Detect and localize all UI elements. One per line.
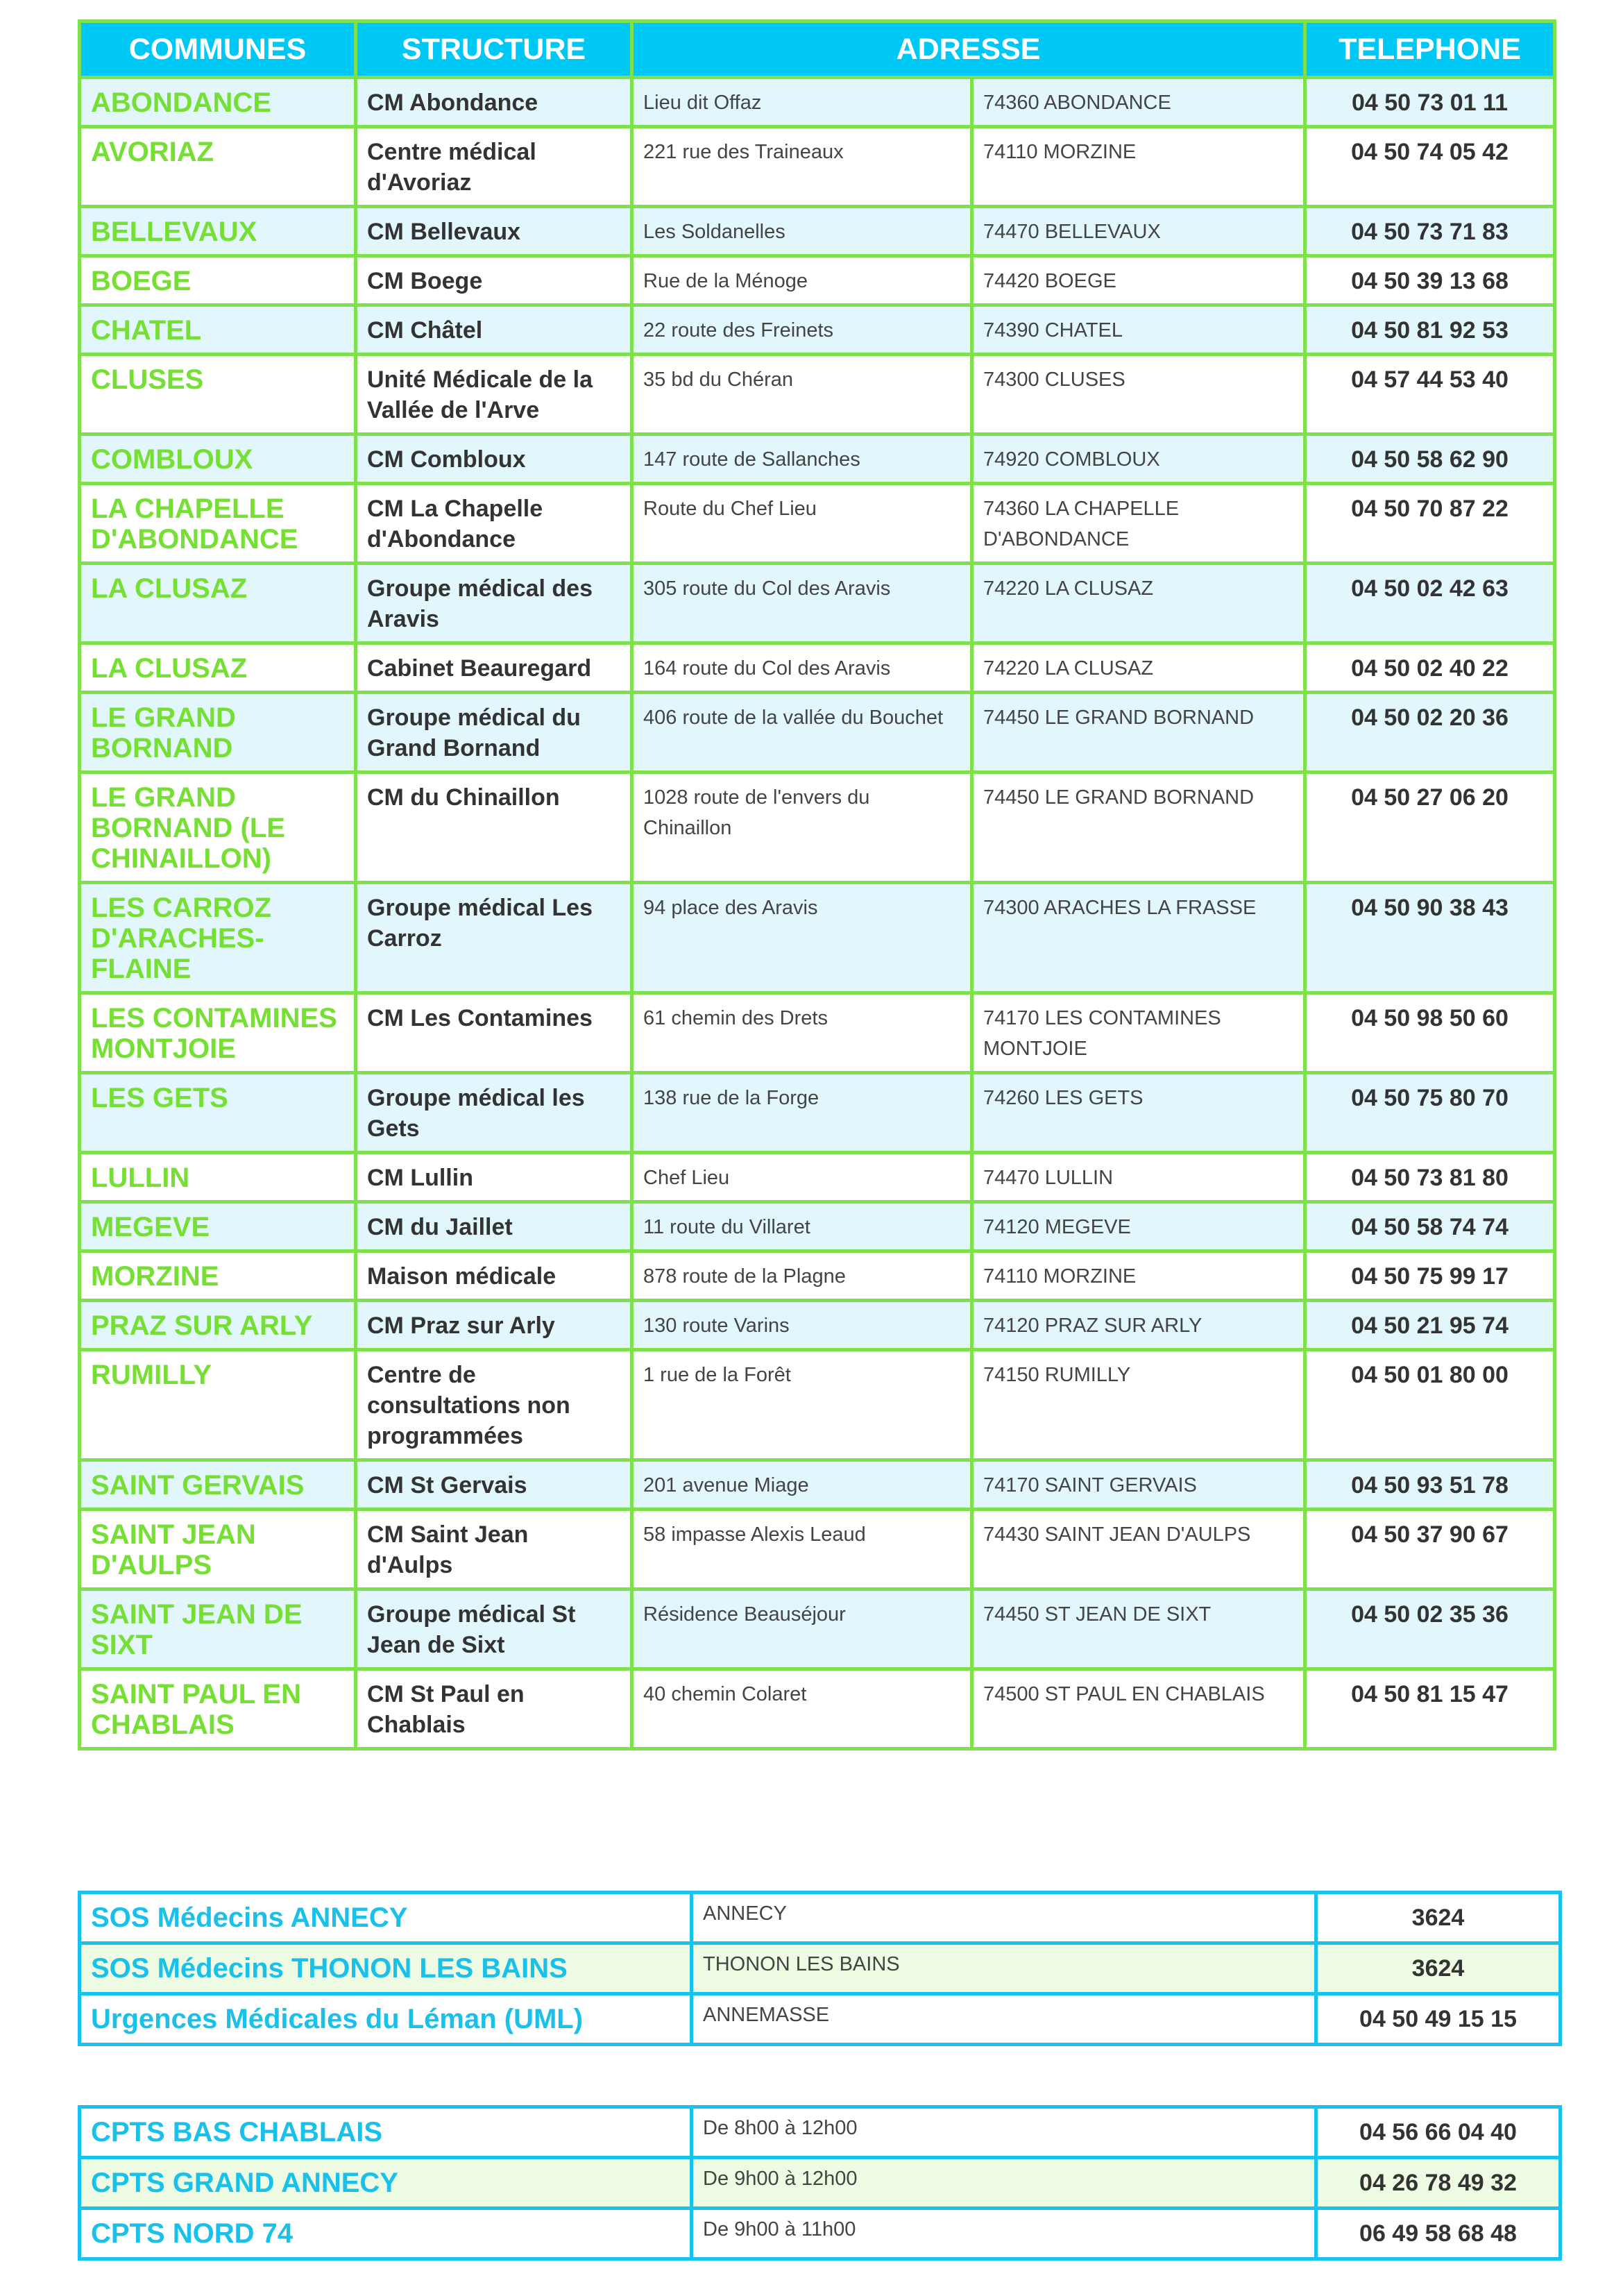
structure-cell: CM Boege [356,256,632,305]
postal-city-cell: 74120 MEGEVE [972,1202,1305,1251]
commune-cell: LA CLUSAZ [80,564,356,643]
medical-centers-table [78,19,1556,1750]
postal-city-cell: 74260 LES GETS [972,1073,1305,1153]
phone-cell: 04 50 73 71 83 [1305,207,1555,256]
table-row [80,1301,1555,1350]
postal-city-cell: 74360 LA CHAPELLE D'ABONDANCE [972,484,1305,564]
postal-city-cell: 74150 RUMILLY [972,1350,1305,1460]
table-row [80,1460,1555,1510]
structure-cell: Groupe médical St Jean de Sixt [356,1589,632,1669]
structure-cell: Maison médicale [356,1251,632,1301]
postal-city-cell: 74220 LA CLUSAZ [972,643,1305,693]
commune-cell: SAINT GERVAIS [80,1460,356,1510]
street-address-cell: 138 rue de la Forge [632,1073,972,1153]
sos-place-cell: ANNECY [692,1893,1316,1943]
postal-city-cell: 74470 LULLIN [972,1153,1305,1202]
phone-cell: 04 50 93 51 78 [1305,1460,1555,1510]
phone-cell: 04 50 73 81 80 [1305,1153,1555,1202]
phone-cell: 04 50 70 87 22 [1305,484,1555,564]
street-address-cell: Lieu dit Offaz [632,78,972,127]
commune-cell: LES CONTAMINES MONTJOIE [80,993,356,1073]
phone-cell: 04 50 02 42 63 [1305,564,1555,643]
commune-cell: LES GETS [80,1073,356,1153]
commune-cell: MEGEVE [80,1202,356,1251]
cpts-place-cell: De 8h00 à 12h00 [692,2107,1316,2158]
phone-cell: 04 50 75 80 70 [1305,1073,1555,1153]
cpts-table-body [80,2107,1561,2259]
structure-cell: Groupe médical des Aravis [356,564,632,643]
cpts-row [80,2107,1561,2158]
cpts-row [80,2158,1561,2209]
structure-cell: CM Lullin [356,1153,632,1202]
postal-city-cell: 74430 SAINT JEAN D'AULPS [972,1510,1305,1589]
commune-cell: ABONDANCE [80,78,356,127]
street-address-cell: 406 route de la vallée du Bouchet [632,693,972,773]
street-address-cell: Résidence Beauséjour [632,1589,972,1669]
table-row [80,1589,1555,1669]
table-row [80,643,1555,693]
commune-cell: MORZINE [80,1251,356,1301]
structure-cell: CM Les Contamines [356,993,632,1073]
street-address-cell: 878 route de la Plagne [632,1251,972,1301]
phone-cell: 04 50 37 90 67 [1305,1510,1555,1589]
sos-phone-cell: 04 50 49 15 15 [1316,1994,1561,2045]
street-address-cell: Les Soldanelles [632,207,972,256]
street-address-cell: Rue de la Ménoge [632,256,972,305]
phone-cell: 04 50 39 13 68 [1305,256,1555,305]
phone-cell: 04 57 44 53 40 [1305,355,1555,434]
street-address-cell: 94 place des Aravis [632,883,972,993]
structure-cell: CM Combloux [356,434,632,484]
table-row [80,1202,1555,1251]
table-row [80,1510,1555,1589]
sos-name-cell: SOS Médecins ANNECY [80,1893,692,1943]
phone-cell: 04 50 58 62 90 [1305,434,1555,484]
table-row [80,1350,1555,1460]
table-row [80,305,1555,355]
postal-city-cell: 74420 BOEGE [972,256,1305,305]
table-body [80,78,1555,1749]
commune-cell: CLUSES [80,355,356,434]
phone-cell: 04 50 27 06 20 [1305,773,1555,883]
street-address-cell: Chef Lieu [632,1153,972,1202]
phone-cell: 04 50 74 05 42 [1305,127,1555,207]
postal-city-cell: 74920 COMBLOUX [972,434,1305,484]
cpts-phone-cell: 04 26 78 49 32 [1316,2158,1561,2209]
commune-cell: LE GRAND BORNAND [80,693,356,773]
phone-cell: 04 50 98 50 60 [1305,993,1555,1073]
phone-cell: 04 50 81 92 53 [1305,305,1555,355]
phone-cell: 04 50 58 74 74 [1305,1202,1555,1251]
street-address-cell: 1028 route de l'envers du Chinaillon [632,773,972,883]
street-address-cell: 164 route du Col des Aravis [632,643,972,693]
street-address-cell: 221 rue des Traineaux [632,127,972,207]
postal-city-cell: 74110 MORZINE [972,127,1305,207]
sos-name-cell: SOS Médecins THONON LES BAINS [80,1943,692,1994]
table-row [80,773,1555,883]
sos-phone-cell: 3624 [1316,1943,1561,1994]
street-address-cell: Route du Chef Lieu [632,484,972,564]
cpts-row [80,2209,1561,2259]
commune-cell: COMBLOUX [80,434,356,484]
postal-city-cell: 74390 CHATEL [972,305,1305,355]
street-address-cell: 305 route du Col des Aravis [632,564,972,643]
table-row [80,1251,1555,1301]
sos-table-body [80,1893,1561,2045]
structure-cell: CM Bellevaux [356,207,632,256]
structure-cell: CM Châtel [356,305,632,355]
commune-cell: RUMILLY [80,1350,356,1460]
commune-cell: AVORIAZ [80,127,356,207]
cpts-name-cell: CPTS NORD 74 [80,2209,692,2259]
postal-city-cell: 74170 SAINT GERVAIS [972,1460,1305,1510]
commune-cell: LES CARROZ D'ARACHES-FLAINE [80,883,356,993]
header-communes: COMMUNES [80,22,356,78]
phone-cell: 04 50 02 40 22 [1305,643,1555,693]
table-row [80,564,1555,643]
cpts-table [78,2105,1562,2261]
table-row [80,355,1555,434]
phone-cell: 04 50 81 15 47 [1305,1669,1555,1749]
commune-cell: PRAZ SUR ARLY [80,1301,356,1350]
postal-city-cell: 74450 LE GRAND BORNAND [972,693,1305,773]
street-address-cell: 58 impasse Alexis Leaud [632,1510,972,1589]
table-row [80,127,1555,207]
phone-cell: 04 50 75 99 17 [1305,1251,1555,1301]
commune-cell: CHATEL [80,305,356,355]
postal-city-cell: 74450 ST JEAN DE SIXT [972,1589,1305,1669]
street-address-cell: 1 rue de la Forêt [632,1350,972,1460]
phone-cell: 04 50 21 95 74 [1305,1301,1555,1350]
structure-cell: CM Saint Jean d'Aulps [356,1510,632,1589]
structure-cell: Groupe médical les Gets [356,1073,632,1153]
structure-cell: Centre médical d'Avoriaz [356,127,632,207]
structure-cell: CM du Chinaillon [356,773,632,883]
table-row [80,256,1555,305]
postal-city-cell: 74360 ABONDANCE [972,78,1305,127]
structure-cell: Centre de consultations non programmées [356,1350,632,1460]
commune-cell: LULLIN [80,1153,356,1202]
structure-cell: Cabinet Beauregard [356,643,632,693]
table-row [80,693,1555,773]
structure-cell: CM La Chapelle d'Abondance [356,484,632,564]
street-address-cell: 22 route des Freinets [632,305,972,355]
postal-city-cell: 74170 LES CONTAMINES MONTJOIE [972,993,1305,1073]
structure-cell: CM St Gervais [356,1460,632,1510]
sos-name-cell: Urgences Médicales du Léman (UML) [80,1994,692,2045]
street-address-cell: 35 bd du Chéran [632,355,972,434]
postal-city-cell: 74120 PRAZ SUR ARLY [972,1301,1305,1350]
postal-city-cell: 74500 ST PAUL EN CHABLAIS [972,1669,1305,1749]
commune-cell: LA CHAPELLE D'ABONDANCE [80,484,356,564]
structure-cell: Groupe médical Les Carroz [356,883,632,993]
table-row [80,484,1555,564]
postal-city-cell: 74300 ARACHES LA FRASSE [972,883,1305,993]
commune-cell: SAINT JEAN D'AULPS [80,1510,356,1589]
phone-cell: 04 50 01 80 00 [1305,1350,1555,1460]
postal-city-cell: 74300 CLUSES [972,355,1305,434]
cpts-place-cell: De 9h00 à 11h00 [692,2209,1316,2259]
street-address-cell: 11 route du Villaret [632,1202,972,1251]
sos-doctors-table [78,1891,1562,2046]
header-structure: STRUCTURE [356,22,632,78]
table-row [80,78,1555,127]
sos-row [80,1893,1561,1943]
postal-city-cell: 74220 LA CLUSAZ [972,564,1305,643]
phone-cell: 04 50 90 38 43 [1305,883,1555,993]
sos-place-cell: THONON LES BAINS [692,1943,1316,1994]
postal-city-cell: 74470 BELLEVAUX [972,207,1305,256]
commune-cell: BELLEVAUX [80,207,356,256]
phone-cell: 04 50 02 35 36 [1305,1589,1555,1669]
phone-cell: 04 50 02 20 36 [1305,693,1555,773]
commune-cell: LA CLUSAZ [80,643,356,693]
commune-cell: BOEGE [80,256,356,305]
cpts-phone-cell: 06 49 58 68 48 [1316,2209,1561,2259]
commune-cell: SAINT PAUL EN CHABLAIS [80,1669,356,1749]
structure-cell: Groupe médical du Grand Bornand [356,693,632,773]
structure-cell: CM Abondance [356,78,632,127]
table-row [80,1153,1555,1202]
street-address-cell: 147 route de Sallanches [632,434,972,484]
table-row [80,1669,1555,1749]
sos-phone-cell: 3624 [1316,1893,1561,1943]
table-row [80,207,1555,256]
header-adresse: ADRESSE [632,22,1305,78]
cpts-name-cell: CPTS GRAND ANNECY [80,2158,692,2209]
structure-cell: CM du Jaillet [356,1202,632,1251]
street-address-cell: 61 chemin des Drets [632,993,972,1073]
table-row [80,883,1555,993]
phone-cell: 04 50 73 01 11 [1305,78,1555,127]
structure-cell: CM Praz sur Arly [356,1301,632,1350]
sos-place-cell: ANNEMASSE [692,1994,1316,2045]
street-address-cell: 130 route Varins [632,1301,972,1350]
cpts-place-cell: De 9h00 à 12h00 [692,2158,1316,2209]
cpts-name-cell: CPTS BAS CHABLAIS [80,2107,692,2158]
commune-cell: LE GRAND BORNAND (LE CHINAILLON) [80,773,356,883]
table-row [80,993,1555,1073]
table-header-row [80,22,1555,78]
table-row [80,434,1555,484]
structure-cell: CM St Paul en Chablais [356,1669,632,1749]
postal-city-cell: 74450 LE GRAND BORNAND [972,773,1305,883]
structure-cell: Unité Médicale de la Vallée de l'Arve [356,355,632,434]
header-telephone: TELEPHONE [1305,22,1555,78]
cpts-phone-cell: 04 56 66 04 40 [1316,2107,1561,2158]
table-row [80,1073,1555,1153]
commune-cell: SAINT JEAN DE SIXT [80,1589,356,1669]
sos-row [80,1994,1561,2045]
street-address-cell: 40 chemin Colaret [632,1669,972,1749]
sos-row [80,1943,1561,1994]
postal-city-cell: 74110 MORZINE [972,1251,1305,1301]
street-address-cell: 201 avenue Miage [632,1460,972,1510]
